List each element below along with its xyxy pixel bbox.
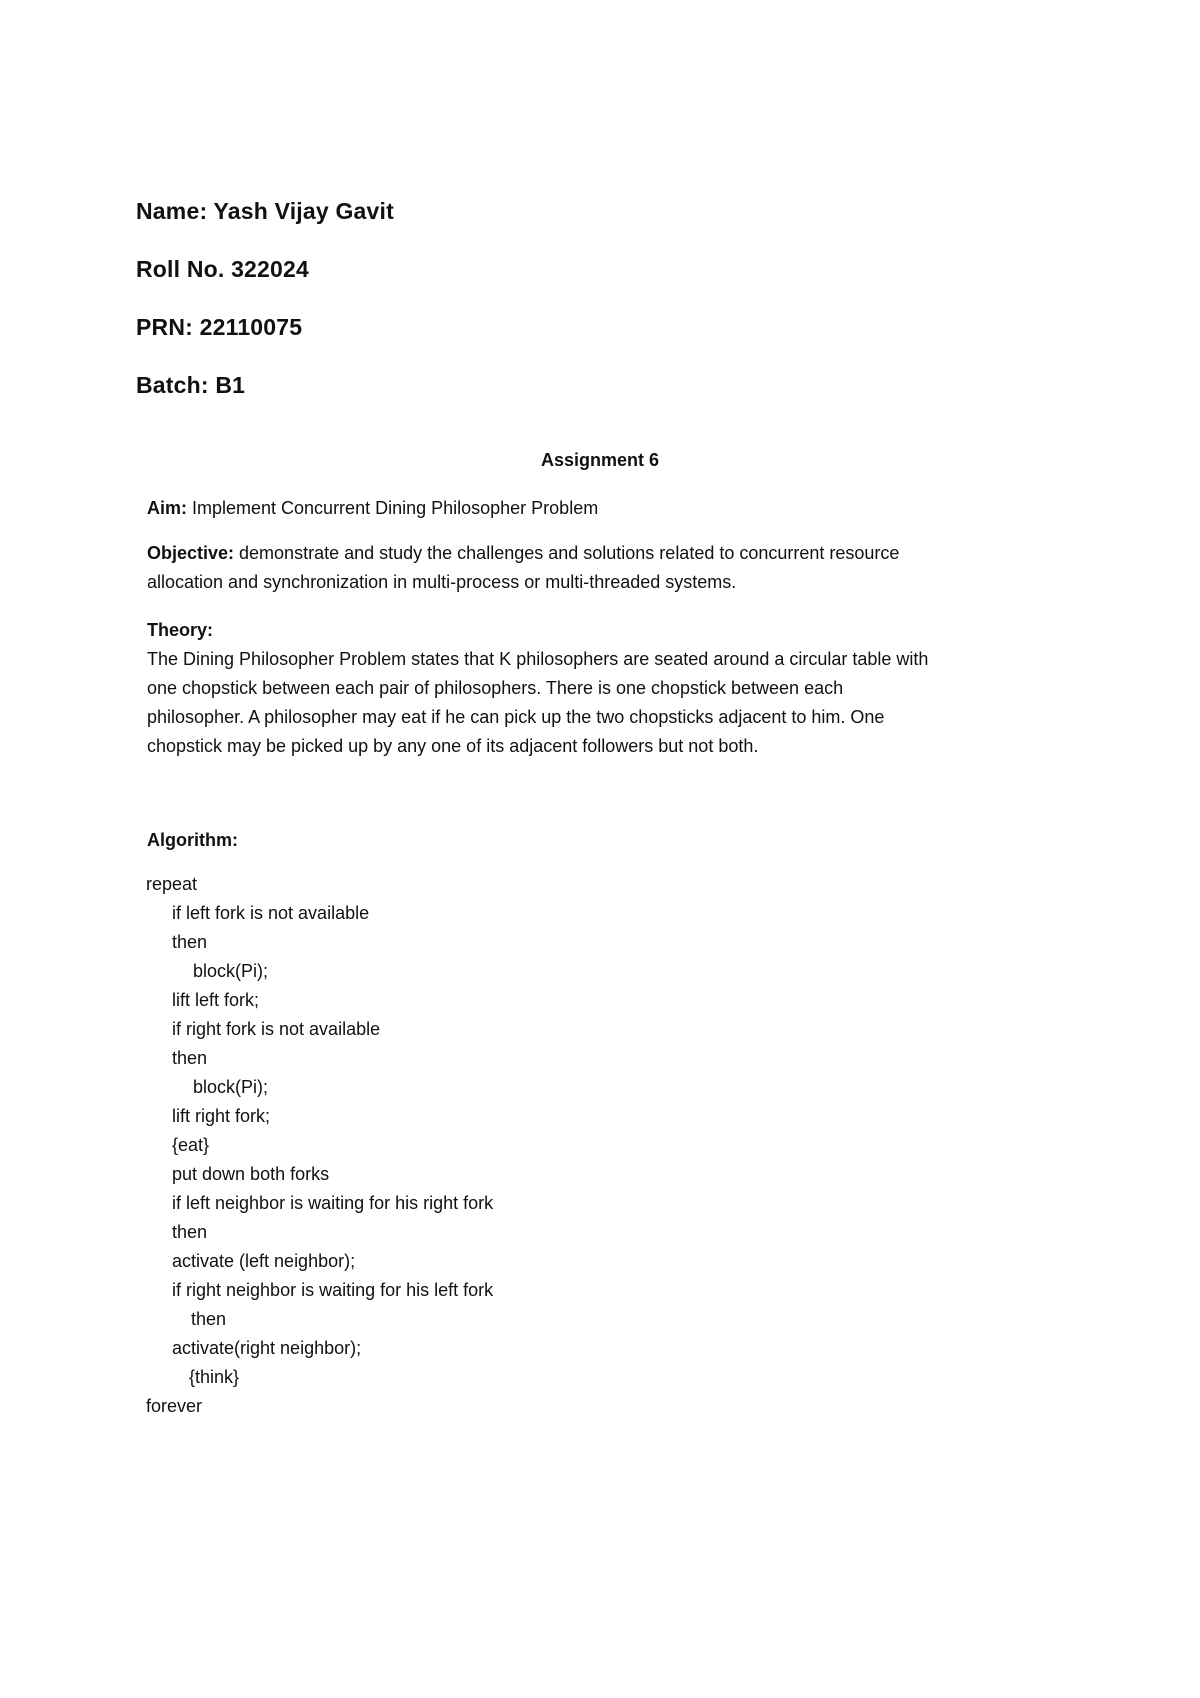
roll-number: Roll No. 322024 (136, 256, 310, 282)
algorithm-line: lift right fork; (172, 1106, 271, 1126)
theory-line: philosopher. A philosopher may eat if he can pick up the two chopsticks adjacent to him. One (147, 707, 885, 727)
assignment-title: Assignment 6 (540, 450, 660, 470)
batch: Batch: B1 (136, 372, 246, 398)
objective-text-1: demonstrate and study the challenges and solutions related to concurrent resource (234, 543, 900, 563)
aim-label: Aim: (147, 498, 187, 518)
algorithm-label: Algorithm: (147, 830, 238, 850)
algorithm-line: activate(right neighbor); (172, 1338, 362, 1358)
algorithm-line: block(Pi); (193, 961, 269, 981)
objective-section (147, 539, 1047, 597)
theory-line: chopstick may be picked up by any one of its adjacent followers but not both. (147, 736, 759, 756)
objective-line-2: allocation and synchronization in multi-process or multi-threaded systems. (147, 572, 737, 592)
algorithm-line: if left fork is not available (172, 903, 370, 923)
aim-section (147, 494, 598, 523)
algorithm-line: if left neighbor is waiting for his right fork (172, 1193, 494, 1213)
algorithm-line: put down both forks (172, 1164, 330, 1184)
algorithm-line: activate (left neighbor); (172, 1251, 356, 1271)
objective-label: Objective: (147, 543, 235, 563)
prn-number: PRN: 22110075 (136, 314, 303, 340)
algorithm-line: then (191, 1309, 227, 1329)
theory-line: The Dining Philosopher Problem states that K philosophers are seated around a circular table with (147, 649, 929, 669)
student-name: Name: Yash Vijay Gavit (136, 198, 394, 224)
algorithm-line: if right neighbor is waiting for his left fork (172, 1280, 494, 1300)
algorithm-line: block(Pi); (193, 1077, 269, 1097)
theory-label: Theory: (147, 620, 214, 640)
theory-line: one chopstick between each pair of philosophers. There is one chopstick between each (147, 678, 844, 698)
theory-section (147, 616, 1047, 761)
algorithm-line: forever (146, 1396, 203, 1416)
algorithm-line: then (172, 932, 208, 952)
aim-text: Implement Concurrent Dining Philosopher Problem (187, 498, 599, 518)
algorithm-line: {think} (189, 1367, 240, 1387)
algorithm-line: if right fork is not available (172, 1019, 381, 1039)
algorithm-line: then (172, 1048, 208, 1068)
algorithm-line: {eat} (172, 1135, 210, 1155)
algorithm-line: repeat (146, 874, 198, 894)
algorithm-line: lift left fork; (172, 990, 260, 1010)
algorithm-line: then (172, 1222, 208, 1242)
objective-line-1 (147, 539, 1047, 568)
